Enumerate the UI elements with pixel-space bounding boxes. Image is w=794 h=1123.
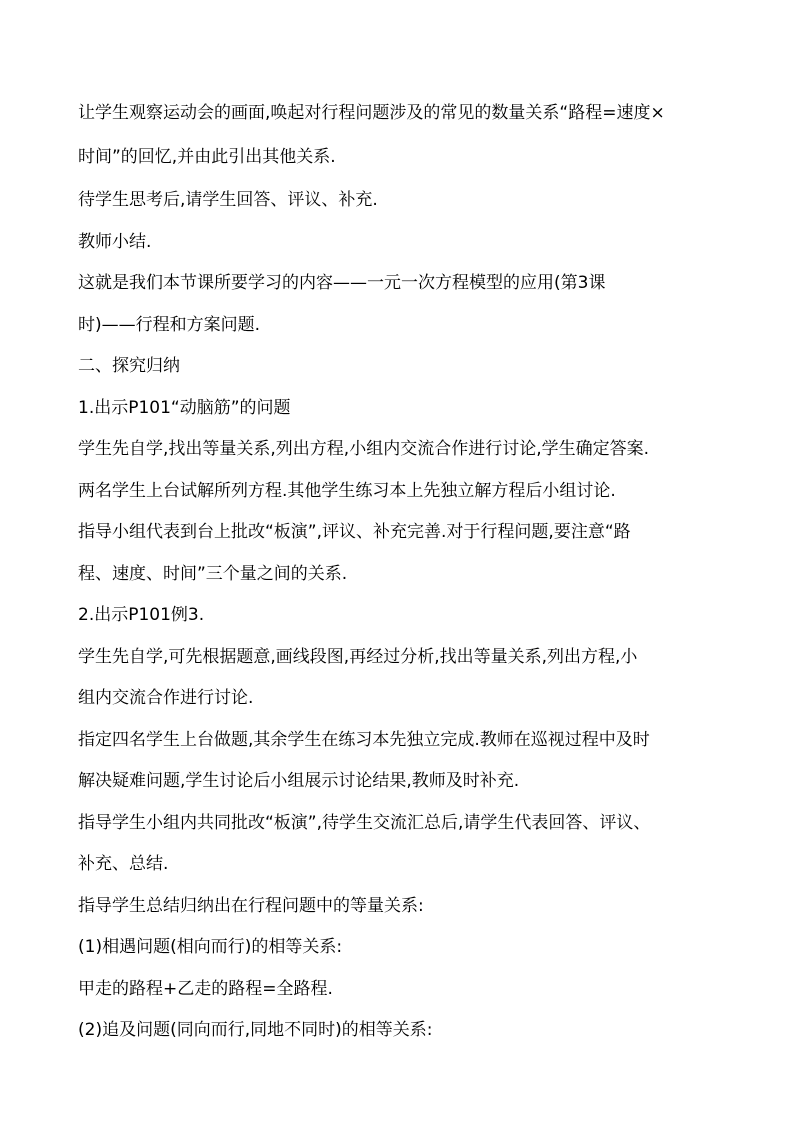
text-line: 时间”的回忆,并由此引出其他关系. xyxy=(78,147,336,167)
text-line: 程、速度、时间”三个量之间的关系. xyxy=(78,564,348,584)
text-line: 学生先自学,找出等量关系,列出方程,小组内交流合作进行讨论,学生确定答案. xyxy=(78,439,650,459)
subsection-heading: 1.出示P101“动脑筋”的问题 xyxy=(78,398,291,418)
text-line: (1)相遇问题(相向而行)的相等关系: xyxy=(78,937,343,957)
text-line: 教师小结. xyxy=(78,232,152,252)
text-line: 这就是我们本节课所要学习的内容——一元一次方程模型的应用(第3课 xyxy=(78,273,606,293)
text-line: 指导小组代表到台上批改“板演”,评议、补充完善.对于行程问题,要注意“路 xyxy=(78,522,631,542)
text-line: (2)追及问题(同向而行,同地不同时)的相等关系: xyxy=(78,1020,433,1040)
text-line: 让学生观察运动会的画面,唤起对行程问题涉及的常见的数量关系“路程=速度× xyxy=(78,103,665,123)
text-line: 甲走的路程+乙走的路程=全路程. xyxy=(78,979,333,999)
text-line: 补充、总结. xyxy=(78,854,169,874)
text-line: 指导学生总结归纳出在行程问题中的等量关系: xyxy=(78,896,424,916)
text-line: 解决疑难问题,学生讨论后小组展示讨论结果,教师及时补充. xyxy=(78,771,520,791)
text-line: 待学生思考后,请学生回答、评议、补充. xyxy=(78,190,378,210)
subsection-heading: 2.出示P101例3. xyxy=(78,605,205,625)
text-line: 时)——行程和方案问题. xyxy=(78,315,261,335)
section-heading: 二、探究归纳 xyxy=(78,356,180,376)
text-line: 两名学生上台试解所列方程.其他学生练习本上先独立解方程后小组讨论. xyxy=(78,481,616,501)
text-line: 指定四名学生上台做题,其余学生在练习本先独立完成.教师在巡视过程中及时 xyxy=(78,730,650,750)
text-line: 组内交流合作进行讨论. xyxy=(78,688,254,708)
text-line: 指导学生小组内共同批改“板演”,待学生交流汇总后,请学生代表回答、评议、 xyxy=(78,813,651,833)
text-line: 学生先自学,可先根据题意,画线段图,再经过分析,找出等量关系,列出方程,小 xyxy=(78,647,638,667)
